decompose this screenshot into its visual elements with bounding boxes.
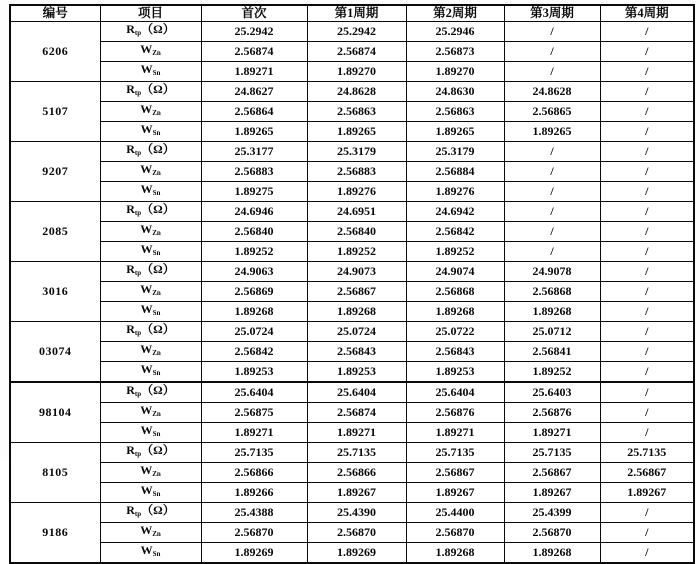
item-subscript: tp	[134, 29, 142, 37]
item-label-cell: $R_{tp}(\Omega)$	[100, 443, 201, 463]
value-cell: 25.7135	[504, 443, 600, 463]
value-cell: 1.89271	[406, 423, 504, 443]
value-cell: 2.56883	[307, 162, 406, 182]
item-label-cell: $W_{Zn}$	[100, 102, 201, 122]
table-row	[10, 202, 694, 222]
value-cell: /	[600, 382, 694, 403]
value-cell: 24.6951	[307, 202, 406, 222]
item-label-cell: $W_{Zn}$	[100, 523, 201, 543]
item-subscript: Zn	[152, 169, 161, 177]
item-subscript: Sn	[152, 129, 161, 137]
item-label-cell: $W_{Zn}$	[100, 42, 201, 62]
value-cell: 2.56843	[307, 342, 406, 362]
value-cell: /	[600, 282, 694, 302]
value-cell: 1.89268	[201, 302, 307, 322]
item-subscript: Sn	[152, 490, 161, 498]
value-cell: 24.9063	[201, 262, 307, 282]
value-cell: 1.89267	[504, 483, 600, 503]
value-cell: /	[600, 142, 694, 162]
value-cell: 2.56869	[201, 282, 307, 302]
value-cell: /	[600, 342, 694, 362]
value-cell: 2.56874	[201, 42, 307, 62]
value-cell: 2.56874	[307, 42, 406, 62]
table-row	[10, 62, 694, 82]
value-cell: 1.89271	[504, 423, 600, 443]
value-cell: /	[600, 162, 694, 182]
item-label-cell: $R_{tp}(\Omega)$	[100, 262, 201, 282]
value-cell: /	[600, 423, 694, 443]
sensor-id-cell: 03074	[10, 322, 100, 383]
value-cell: 25.7135	[406, 443, 504, 463]
item-label-cell: $W_{Zn}$	[100, 403, 201, 423]
value-cell: /	[504, 222, 600, 242]
value-cell: 25.4400	[406, 503, 504, 523]
value-cell: 2.56866	[201, 463, 307, 483]
table-row	[10, 362, 694, 383]
value-cell: 2.56870	[504, 523, 600, 543]
sensor-id-cell: 98104	[10, 382, 100, 443]
value-cell: 24.9074	[406, 262, 504, 282]
value-cell: 2.56874	[307, 403, 406, 423]
table-row	[10, 82, 694, 102]
value-cell: 1.89252	[201, 242, 307, 262]
item-label-cell: $W_{Sn}$	[100, 242, 201, 262]
column-header-2: 首次	[201, 5, 307, 22]
value-cell: 2.56840	[201, 222, 307, 242]
value-cell: 25.6404	[307, 382, 406, 403]
table-row	[10, 483, 694, 503]
item-subscript: tp	[134, 390, 142, 398]
item-subscript: tp	[134, 149, 142, 157]
item-label-cell: $W_{Sn}$	[100, 483, 201, 503]
value-cell: 2.56868	[406, 282, 504, 302]
table-row	[10, 142, 694, 162]
value-cell: /	[600, 42, 694, 62]
value-cell: 1.89267	[307, 483, 406, 503]
value-cell: 24.8630	[406, 82, 504, 102]
value-cell: 25.7135	[201, 443, 307, 463]
value-cell: /	[504, 242, 600, 262]
item-label-cell: $W_{Zn}$	[100, 282, 201, 302]
value-cell: 1.89276	[307, 182, 406, 202]
item-label-cell: $W_{Sn}$	[100, 62, 201, 82]
item-subscript: Sn	[152, 309, 161, 317]
table-row	[10, 22, 694, 42]
value-cell: 1.89268	[307, 302, 406, 322]
sensor-id-cell: 3016	[10, 262, 100, 322]
table-row	[10, 282, 694, 302]
value-cell: 25.2946	[406, 22, 504, 42]
value-cell: 1.89266	[201, 483, 307, 503]
item-label-cell: $R_{tp}(\Omega)$	[100, 22, 201, 42]
value-cell: 1.89252	[406, 242, 504, 262]
item-label-cell: $W_{Zn}$	[100, 463, 201, 483]
value-cell: 24.8628	[504, 82, 600, 102]
sensor-id-cell: 9207	[10, 142, 100, 202]
value-cell: 1.89271	[201, 423, 307, 443]
sensor-id-cell: 8105	[10, 443, 100, 503]
value-cell: 1.89268	[406, 543, 504, 564]
item-label-cell: $W_{Sn}$	[100, 543, 201, 564]
value-cell: 24.6942	[406, 202, 504, 222]
value-cell: 2.56867	[307, 282, 406, 302]
value-cell: 1.89265	[504, 122, 600, 142]
item-subscript: Zn	[152, 530, 161, 538]
value-cell: 25.0712	[504, 322, 600, 342]
table-row	[10, 503, 694, 523]
value-cell: 2.56865	[504, 102, 600, 122]
item-subscript: Sn	[152, 189, 161, 197]
value-cell: 1.89267	[406, 483, 504, 503]
item-label-cell: $R_{tp}(\Omega)$	[100, 142, 201, 162]
table-row	[10, 302, 694, 322]
item-subscript: Sn	[152, 430, 161, 438]
item-subscript: tp	[134, 209, 142, 217]
table-row	[10, 242, 694, 262]
value-cell: 1.89265	[201, 122, 307, 142]
item-subscript: tp	[134, 450, 142, 458]
value-cell: 1.89253	[406, 362, 504, 383]
item-label-cell: $W_{Sn}$	[100, 182, 201, 202]
value-cell: 2.56866	[307, 463, 406, 483]
value-cell: /	[600, 222, 694, 242]
value-cell: /	[600, 523, 694, 543]
value-cell: /	[600, 202, 694, 222]
value-cell: 1.89275	[201, 182, 307, 202]
value-cell: /	[600, 262, 694, 282]
column-header-4: 第2周期	[406, 5, 504, 22]
item-label-cell: $R_{tp}(\Omega)$	[100, 82, 201, 102]
value-cell: 1.89271	[307, 423, 406, 443]
item-subscript: Sn	[152, 249, 161, 257]
table-row	[10, 102, 694, 122]
item-label-cell: $W_{Sn}$	[100, 362, 201, 383]
item-subscript: tp	[134, 89, 142, 97]
value-cell: 2.56876	[504, 403, 600, 423]
table-header	[10, 5, 694, 22]
value-cell: /	[600, 122, 694, 142]
value-cell: 1.89268	[504, 302, 600, 322]
item-subscript: Sn	[152, 550, 161, 558]
item-subscript: Zn	[152, 289, 161, 297]
value-cell: 25.4399	[504, 503, 600, 523]
table-row	[10, 423, 694, 443]
value-cell: /	[600, 362, 694, 383]
value-cell: 2.56867	[406, 463, 504, 483]
value-cell: 1.89253	[307, 362, 406, 383]
value-cell: /	[600, 182, 694, 202]
value-cell: 2.56863	[307, 102, 406, 122]
value-cell: 2.56883	[201, 162, 307, 182]
table-row	[10, 382, 694, 403]
item-subscript: Zn	[152, 49, 161, 57]
value-cell: 2.56863	[406, 102, 504, 122]
table-row	[10, 222, 694, 242]
table-row	[10, 523, 694, 543]
value-cell: 25.6403	[504, 382, 600, 403]
value-cell: 25.3177	[201, 142, 307, 162]
value-cell: /	[504, 162, 600, 182]
table-row	[10, 543, 694, 564]
item-label-cell: $W_{Sn}$	[100, 122, 201, 142]
table-body	[10, 22, 694, 564]
sensor-id-cell: 9186	[10, 503, 100, 564]
value-cell: 2.56842	[406, 222, 504, 242]
sensor-id-cell: 6206	[10, 22, 100, 82]
value-cell: 2.56867	[504, 463, 600, 483]
value-cell: /	[600, 302, 694, 322]
value-cell: 25.4388	[201, 503, 307, 523]
sensor-id-cell: 5107	[10, 82, 100, 142]
item-label-cell: $R_{tp}(\Omega)$	[100, 503, 201, 523]
value-cell: 1.89268	[504, 543, 600, 564]
value-cell: /	[504, 142, 600, 162]
value-cell: 1.89270	[406, 62, 504, 82]
value-cell: 2.56870	[406, 523, 504, 543]
value-cell: /	[504, 62, 600, 82]
value-cell: 1.89271	[201, 62, 307, 82]
item-subscript: Zn	[152, 229, 161, 237]
item-subscript: tp	[134, 269, 142, 277]
table-row	[10, 322, 694, 342]
value-cell: 2.56867	[600, 463, 694, 483]
value-cell: 2.56868	[504, 282, 600, 302]
table-row	[10, 182, 694, 202]
value-cell: 25.6404	[201, 382, 307, 403]
column-header-6: 第4周期	[600, 5, 694, 22]
value-cell: 2.56870	[307, 523, 406, 543]
value-cell: 25.7135	[600, 443, 694, 463]
item-subscript: tp	[134, 510, 142, 518]
value-cell: /	[504, 202, 600, 222]
value-cell: 25.0724	[201, 322, 307, 342]
value-cell: 25.3179	[406, 142, 504, 162]
item-label-cell: $W_{Zn}$	[100, 162, 201, 182]
value-cell: /	[600, 82, 694, 102]
table-row	[10, 342, 694, 362]
table-row	[10, 42, 694, 62]
item-subscript: Zn	[152, 470, 161, 478]
column-header-0: 编号	[10, 5, 100, 22]
value-cell: 25.2942	[307, 22, 406, 42]
item-subscript: Zn	[152, 349, 161, 357]
value-cell: 1.89265	[406, 122, 504, 142]
item-label-cell: $R_{tp}(\Omega)$	[100, 322, 201, 342]
item-subscript: tp	[134, 329, 142, 337]
value-cell: 2.56841	[504, 342, 600, 362]
table-row	[10, 262, 694, 282]
value-cell: 25.0722	[406, 322, 504, 342]
value-cell: 2.56843	[406, 342, 504, 362]
value-cell: 24.9073	[307, 262, 406, 282]
value-cell: 25.6404	[406, 382, 504, 403]
value-cell: 1.89253	[201, 362, 307, 383]
column-header-3: 第1周期	[307, 5, 406, 22]
value-cell: 2.56876	[406, 403, 504, 423]
value-cell: /	[504, 182, 600, 202]
item-label-cell: $R_{tp}(\Omega)$	[100, 202, 201, 222]
header-row	[10, 5, 694, 22]
value-cell: 1.89269	[201, 543, 307, 564]
value-cell: 25.3179	[307, 142, 406, 162]
table-row	[10, 122, 694, 142]
value-cell: 1.89252	[504, 362, 600, 383]
value-cell: /	[600, 22, 694, 42]
value-cell: 1.89265	[307, 122, 406, 142]
value-cell: 25.7135	[307, 443, 406, 463]
column-header-5: 第3周期	[504, 5, 600, 22]
sensor-id-cell: 2085	[10, 202, 100, 262]
value-cell: /	[600, 322, 694, 342]
item-label-cell: $W_{Sn}$	[100, 423, 201, 443]
value-cell: 24.8627	[201, 82, 307, 102]
table-row	[10, 463, 694, 483]
item-subscript: Sn	[152, 369, 161, 377]
sprt-calibration-table	[9, 4, 695, 564]
value-cell: /	[600, 503, 694, 523]
value-cell: 2.56842	[201, 342, 307, 362]
item-subscript: Zn	[152, 109, 161, 117]
value-cell: 1.89267	[600, 483, 694, 503]
value-cell: 25.2942	[201, 22, 307, 42]
value-cell: /	[600, 543, 694, 564]
item-subscript: Zn	[152, 410, 161, 418]
value-cell: /	[600, 62, 694, 82]
value-cell: 2.56875	[201, 403, 307, 423]
value-cell: 1.89252	[307, 242, 406, 262]
item-label-cell: $R_{tp}(\Omega)$	[100, 382, 201, 403]
value-cell: /	[600, 403, 694, 423]
value-cell: 1.89270	[307, 62, 406, 82]
value-cell: 24.8628	[307, 82, 406, 102]
column-header-1: 项目	[100, 5, 201, 22]
value-cell: 24.6946	[201, 202, 307, 222]
value-cell: 25.0724	[307, 322, 406, 342]
table-row	[10, 162, 694, 182]
value-cell: 2.56870	[201, 523, 307, 543]
item-label-cell: $W_{Zn}$	[100, 222, 201, 242]
item-label-cell: $W_{Zn}$	[100, 342, 201, 362]
value-cell: 25.4390	[307, 503, 406, 523]
value-cell: /	[600, 242, 694, 262]
value-cell: /	[504, 42, 600, 62]
value-cell: /	[600, 102, 694, 122]
value-cell: 2.56884	[406, 162, 504, 182]
value-cell: /	[504, 22, 600, 42]
value-cell: 1.89269	[307, 543, 406, 564]
value-cell: 2.56840	[307, 222, 406, 242]
value-cell: 1.89268	[406, 302, 504, 322]
table-row	[10, 403, 694, 423]
value-cell: 2.56864	[201, 102, 307, 122]
item-subscript: Sn	[152, 69, 161, 77]
item-label-cell: $W_{Sn}$	[100, 302, 201, 322]
value-cell: 2.56873	[406, 42, 504, 62]
value-cell: 1.89276	[406, 182, 504, 202]
value-cell: 24.9078	[504, 262, 600, 282]
